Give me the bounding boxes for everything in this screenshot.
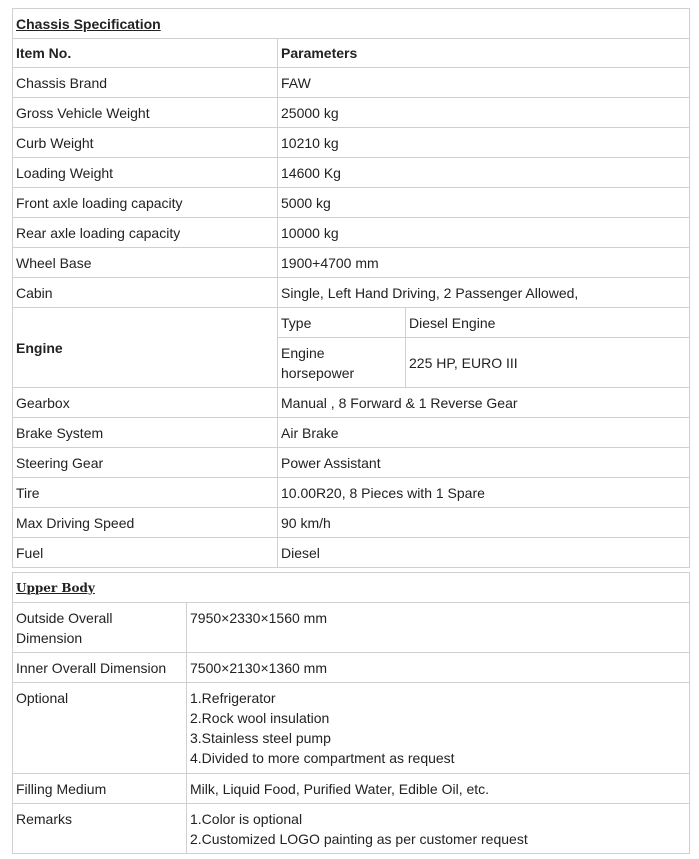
row-label: Gross Vehicle Weight	[13, 98, 278, 128]
header-parameters: Parameters	[278, 39, 690, 68]
row-value: 14600 Kg	[278, 158, 690, 188]
row-label: Rear axle loading capacity	[13, 218, 278, 248]
row-label: Tire	[13, 478, 278, 508]
engine-type-value: Diesel Engine	[406, 308, 690, 338]
row-label: Loading Weight	[13, 158, 278, 188]
row-value: 10000 kg	[278, 218, 690, 248]
engine-type-label: Type	[278, 308, 406, 338]
row-value: 90 km/h	[278, 508, 690, 538]
table-row	[13, 128, 690, 158]
filling-medium-value: Milk, Liquid Food, Purified Water, Edible Oil, etc.	[187, 774, 690, 804]
row-value: Manual , 8 Forward & 1 Reverse Gear	[278, 388, 690, 418]
row-value: FAW	[278, 68, 690, 98]
row-label: Fuel	[13, 538, 278, 568]
filling-medium-label: Filling Medium	[13, 774, 187, 804]
table-row	[13, 388, 690, 418]
table-row	[13, 804, 690, 854]
upper-body-title: Upper Body	[13, 573, 690, 603]
row-value: Diesel	[278, 538, 690, 568]
table-row	[13, 478, 690, 508]
row-label: Steering Gear	[13, 448, 278, 478]
table-row	[13, 158, 690, 188]
outside-label-line2: Dimension	[16, 630, 83, 646]
chassis-spec-table	[12, 8, 690, 568]
row-value: 1900+4700 mm	[278, 248, 690, 278]
row-value: 5000 kg	[278, 188, 690, 218]
optional-item: 1.Refrigerator	[190, 690, 276, 706]
row-value: Power Assistant	[278, 448, 690, 478]
optional-item: 2.Rock wool insulation	[190, 710, 330, 726]
remarks-value	[187, 804, 690, 854]
engine-label: Engine	[13, 308, 278, 388]
table-row	[13, 538, 690, 568]
row-value: Air Brake	[278, 418, 690, 448]
remarks-label: Remarks	[13, 804, 187, 854]
engine-row	[13, 308, 690, 338]
engine-hp-label	[278, 338, 406, 388]
table-row	[13, 188, 690, 218]
outside-label-line1: Outside Overall	[16, 610, 113, 626]
row-label: Front axle loading capacity	[13, 188, 278, 218]
remarks-item: 2.Customized LOGO painting as per customer request	[190, 831, 528, 847]
table-row	[13, 218, 690, 248]
optional-item: 4.Divided to more compartment as request	[190, 750, 455, 766]
engine-hp-label-line1: Engine	[281, 344, 325, 361]
table-row	[13, 603, 690, 653]
row-label: Max Driving Speed	[13, 508, 278, 538]
row-label: Curb Weight	[13, 128, 278, 158]
engine-hp-value: 225 HP, EURO III	[406, 338, 690, 388]
row-label: Wheel Base	[13, 248, 278, 278]
table-row	[13, 683, 690, 774]
optional-value	[187, 683, 690, 774]
engine-hp-label-line2: horsepower	[281, 364, 355, 381]
table-row	[13, 448, 690, 478]
inner-dimension-value: 7500×2130×1360 mm	[187, 653, 690, 683]
optional-label: Optional	[13, 683, 187, 774]
row-label: Gearbox	[13, 388, 278, 418]
table-row	[13, 418, 690, 448]
header-item-no: Item No.	[13, 39, 278, 68]
row-label: Brake System	[13, 418, 278, 448]
table-row	[13, 248, 690, 278]
table-row	[13, 278, 690, 308]
upper-body-table	[12, 572, 690, 854]
table-row	[13, 98, 690, 128]
row-value: 10.00R20, 8 Pieces with 1 Spare	[278, 478, 690, 508]
chassis-title: Chassis Specification	[13, 9, 690, 39]
row-value: 10210 kg	[278, 128, 690, 158]
row-label: Cabin	[13, 278, 278, 308]
table-row	[13, 653, 690, 683]
table-row	[13, 508, 690, 538]
table-row	[13, 68, 690, 98]
inner-dimension-label: Inner Overall Dimension	[13, 653, 187, 683]
remarks-item: 1.Color is optional	[190, 811, 303, 827]
row-value: 25000 kg	[278, 98, 690, 128]
optional-item: 3.Stainless steel pump	[190, 730, 331, 746]
outside-dimension-label	[13, 603, 187, 653]
row-value: Single, Left Hand Driving, 2 Passenger Allowed,	[278, 278, 690, 308]
outside-dimension-value: 7950×2330×1560 mm	[187, 603, 690, 653]
table-row	[13, 774, 690, 804]
row-label: Chassis Brand	[13, 68, 278, 98]
